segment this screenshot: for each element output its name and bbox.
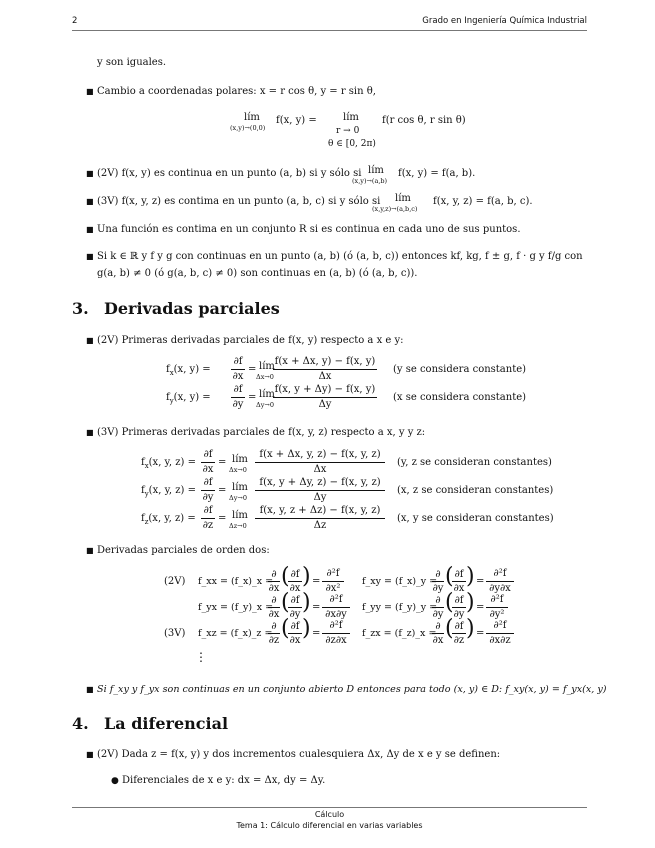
r1a-outer-line [268, 581, 280, 582]
bullet-icon: ■ [86, 169, 94, 178]
r1a-res-d: ∂x² [325, 583, 341, 594]
r3b-paren-l: ( [445, 616, 454, 641]
page-number: 2 [72, 16, 78, 26]
document-page: 2 Grado en Ingeniería Química Industrial y son iguales. ■ Cambio a coordenadas polares: x = r cos θ, y = r sin θ, lím (x,y)→(0,0) f(x, y) = lím r → 0 θ ∈ [0, 2π) f(r cos θ, r sin θ) ■ (2V) f(x, y) es continua en un punto (a, b) si y sólo si lím (x,y)→(a,b) f(x, y) = f(a, b). ■ (3V) f(x, y, z) es contima en un punto (a, b, c) si y sólo si lím (x,y,z)→(a,b,c) f(x, y, z) = f(a, b, c). ■ Una función es contima en un conjunto R si es continua en cada uno de sus puntos. ■ Si k ∈ ℝ y f y g con continuas en un punto (a, b) (ó (a, b, c)) entonces kf, kg, f ± g, f · g y f/g con g(a, b) ≠ 0 (ó g(a, b, c) ≠ 0) son continuas en (a, b) (ó (a, b, c)). 3. Derivadas parciales ■ (2V) Primeras derivadas parciales de f(x, y) respecto a x e y: $f_x(x$, y) = ∂f ∂x = lím Δx→0 f(x + Δx, y) − f(x, y) Δx (y se considera constante) $f_y(x$, y) = ∂f ∂y = lím Δy→0 f(x, y + Δy) − f(x, y) Δy (x se considera constante) ■ (3V) Primeras derivadas parciales de f(x, y, z) respecto a x, y y z: $f_x(x$, y, z) = ∂f ∂x = lím Δx→0 f(x + Δx, y, z) − f(x, y, z) Δx (y, z se consideran constantes) $f_y(x$, y, z) = ∂f ∂y = lím Δy→0 f(x, y + Δy, z) − f(x, y, z) Δy (x, z se consideran constantes) $f_z(x$, y, z) = ∂f ∂z = lím Δz→0 f(x, y, z + Δz) − f(x, y, z) Δz (x, y se consideran constantes) ■ Derivadas parciales de orden dos: (2V) (3V) f_xx = (f_x)_x = ∂ ∂x ( ∂f ∂x ) = ∂²f ∂x² f_xy = (f_x)_y = ∂ ∂y ( ∂f ∂x ) = ∂²f ∂y∂x f_yx = (f_y)_x = ∂ ∂x ( ∂f ∂y ) = ∂²f ∂x∂y f_yy = (f_y)_y = ∂ ∂y ( ∂f ∂y ) = ∂²f ∂y² f_xz = (f_x)_z = ∂ ∂z ( ∂f ∂x ) = ∂²f ∂z∂x f_zx = (f_z)_x = ∂ ∂x ( ∂f ∂z ) = ∂²f ∂x∂z ⋮ ■ Si f_xy y f_yx son continuas en un conjunto abierto D entonces para todo (x, y) ∈ D: f_xy(x, y) = f_yx(x, y) 4. La diferencial ■ (2V) Dada z = f(x, y) y dos incrementos cualesquiera Δx, Δy de x e y se definen: ● Diferenciales de x e y: dx = Δx, dy = Δy. Cálculo Tema 1: Cálculo diferencial en varias variables [72, 16, 607, 830]
r3b-in-d: ∂z [453, 635, 465, 646]
page-header [72, 16, 587, 30]
r2a-res-n: ∂²f [329, 594, 343, 605]
polar-lim-op: lím [244, 112, 260, 123]
r2a-eq: = [312, 602, 321, 613]
polar-rhs-fn: f(r cos θ, r sin θ) [382, 115, 466, 126]
gz-lim-op: lím [232, 510, 248, 521]
r1b-lhs: f_xy = (f_x)_y = [362, 576, 438, 587]
r1b-in-n: ∂f [454, 569, 464, 580]
r1a-lhs: f_xx = (f_x)_x = [198, 576, 274, 587]
r3a-res-n: ∂²f [329, 620, 343, 631]
r3b-outer: ∂x [432, 635, 444, 646]
fx-lhs-args: (x, y) = [173, 364, 211, 375]
r2b-lhs: f_yy = (f_y)_y = [362, 602, 438, 613]
gx-lim-op: lím [232, 454, 248, 465]
header-rule [72, 30, 587, 31]
r2a-in-line [288, 607, 302, 608]
gy-num: f(x, y + Δy, z) − f(x, y, z) [259, 477, 381, 488]
r3a-paren-l: ( [281, 616, 290, 641]
r1b-res-line [486, 581, 514, 582]
gz-note: (x, y se consideran constantes) [397, 513, 554, 524]
r1b-paren-r: ) [466, 564, 475, 589]
r2a-outer: ∂x [268, 609, 280, 620]
fx-pfrac-line [231, 369, 245, 370]
gy-note: (x, z se consideran constantes) [397, 485, 554, 496]
r3a-in-d: ∂x [289, 635, 301, 646]
fx-note: (y se considera constante) [393, 364, 527, 375]
fx-pn: ∂f [233, 356, 243, 367]
r1a-eq: = [312, 576, 321, 587]
r1a-in-line [288, 581, 302, 582]
gz-pd: ∂z [202, 520, 214, 531]
r2a-d: ∂ [271, 595, 277, 606]
gz-den: Δz [313, 520, 327, 531]
r3b-outer-line [432, 633, 444, 634]
section-3-heading [72, 300, 280, 318]
footer-course: Cálculo [314, 810, 345, 819]
cont2-lim-op: lím [368, 165, 384, 176]
r2b-in-d: ∂y [453, 609, 465, 620]
fx-lim-op: lím [259, 361, 275, 372]
gy-lim-op: lím [232, 482, 248, 493]
r3a-outer-line [268, 633, 280, 634]
section-4-number: 4. [72, 714, 89, 733]
conj-text: Una función es contima en un conjunto R si es continua en cada uno de sus puntos. [97, 224, 521, 235]
gx-frac-line [255, 462, 385, 463]
fy-lhs: f [166, 392, 170, 403]
r2a-paren-l: ( [281, 590, 290, 615]
gx-lim-sub: Δx→0 [229, 466, 247, 474]
r2b-eq: = [476, 602, 485, 613]
suma-line1: Si k ∈ ℝ y f y g con continuas en un punto (a, b) (ó (a, b, c)) entonces kf, kg, f ± g, f · g y f/g con [97, 251, 583, 262]
fx-pd: ∂x [232, 371, 244, 382]
polar-lhs: f(x, y) = [276, 115, 317, 126]
bullet-icon: ■ [86, 428, 94, 437]
r3b-res-line [486, 633, 514, 634]
r3a-lhs: f_xz = (f_x)_z = [198, 628, 273, 639]
fy-lim-sub: Δy→0 [256, 401, 274, 409]
fx-lhs: f [166, 364, 170, 375]
r2a-in-d: ∂y [289, 609, 301, 620]
bullet-icon: ■ [86, 546, 94, 555]
cont3-rhs: f(x, y, z) = f(a, b, c). [433, 196, 533, 207]
r1a-res-line [322, 581, 344, 582]
cont3-text: (3V) f(x, y, z) es contima en un punto (a, b, c) si y sólo si [97, 196, 381, 207]
gz-frac-line [255, 518, 385, 519]
fy-note: (x se considera constante) [393, 392, 527, 403]
s4-b1-text: (2V) Dada z = f(x, y) y dos incrementos cualesquiera Δx, Δy de x e y se definen: [97, 749, 501, 760]
gx-lhs: f [141, 457, 145, 468]
gx-note: (y, z se consideran constantes) [397, 457, 552, 468]
r1a-outer: ∂x [268, 583, 280, 594]
r1b-paren-l: ( [445, 564, 454, 589]
r1a-d: ∂ [271, 569, 277, 580]
s3-b3-text: Derivadas parciales de orden dos: [97, 545, 270, 556]
r2a-outer-line [268, 607, 280, 608]
r2b-outer: ∂y [432, 609, 444, 620]
gy-lim-sub: Δy→0 [229, 494, 247, 502]
gx-num: f(x + Δx, y, z) − f(x, y, z) [259, 449, 381, 460]
r2b-in-n: ∂f [454, 595, 464, 606]
bullet-icon: ■ [86, 252, 94, 261]
r1b-in-d: ∂x [453, 583, 465, 594]
r1b-d: ∂ [435, 569, 441, 580]
gy-lhs-sub: y [144, 490, 149, 498]
intro-line: y son iguales. [97, 57, 167, 68]
cont2-rhs: f(x, y) = f(a, b). [398, 168, 476, 179]
sub-bullet-icon: ● [111, 776, 119, 786]
gx-lhs-args: (x, y, z) = [148, 457, 196, 468]
r3b-d: ∂ [435, 621, 441, 632]
r2b-paren-l: ( [445, 590, 454, 615]
gy-den: Δy [313, 492, 327, 503]
fy-den: Δy [318, 399, 332, 410]
section-4-heading [72, 715, 228, 733]
polar-rhs-sub2: θ ∈ [0, 2π) [328, 139, 376, 149]
r1a-paren-l: ( [281, 564, 290, 589]
bullet-icon: ■ [86, 87, 94, 96]
bullet-icon: ■ [86, 336, 94, 345]
gz-lim-sub: Δz→0 [229, 522, 247, 530]
fx-lhs-sub: x [169, 369, 174, 377]
r3b-res-n: ∂²f [493, 620, 507, 631]
footer-rule [72, 807, 587, 808]
fx-frac-line [273, 369, 377, 370]
fy-pd: ∂y [232, 399, 244, 410]
r2b-res-line [486, 607, 508, 608]
fy-lim-op: lím [259, 389, 275, 400]
gy-frac-line [255, 490, 385, 491]
gz-lhs: f [141, 513, 145, 524]
r2a-res-line [322, 607, 350, 608]
fy-pn: ∂f [233, 384, 243, 395]
gx-den: Δx [313, 464, 327, 475]
r1a-res-n: ∂²f [326, 568, 340, 579]
r2b-res-d: ∂y² [489, 609, 505, 620]
gx-lhs-sub: x [144, 462, 149, 470]
fx-den: Δx [318, 371, 332, 382]
r3a-res-d: ∂z∂x [325, 635, 347, 646]
running-title: Grado en Ingeniería Química Industrial [422, 16, 587, 26]
gz-lhs-args: (x, y, z) = [148, 513, 196, 524]
r1b-in-line [452, 581, 466, 582]
gz-lhs-sub: z [144, 518, 149, 526]
r1b-res-n: ∂²f [493, 568, 507, 579]
r2b-res-n: ∂²f [490, 594, 504, 605]
bullet-icon: ■ [86, 750, 94, 759]
r3b-lhs: f_zx = (f_z)_x = [362, 628, 437, 639]
r2a-lhs: f_yx = (f_y)_x = [198, 602, 274, 613]
r1b-outer: ∂y [432, 583, 444, 594]
gz-pfrac-line [201, 518, 215, 519]
r1a-in-d: ∂x [289, 583, 301, 594]
r1b-eq: = [476, 576, 485, 587]
r3a-paren-r: ) [302, 616, 311, 641]
r3a-d: ∂ [271, 621, 277, 632]
suma-line2: g(a, b) ≠ 0 (ó g(a, b, c) ≠ 0) son continuas en (a, b) (ó (a, b, c)). [97, 268, 418, 279]
gy-lhs-args: (x, y, z) = [148, 485, 196, 496]
gz-pn: ∂f [203, 505, 213, 516]
r3a-res-line [322, 633, 350, 634]
cont2-text: (2V) f(x, y) es continua en un punto (a, b) si y sólo si [97, 168, 362, 179]
r2b-outer-line [432, 607, 444, 608]
s3-b2-text: (3V) Primeras derivadas parciales de f(x, y, z) respecto a x, y y z: [97, 427, 426, 438]
fy-lhs-sub: y [169, 397, 174, 405]
cont3-lim-sub: (x,y,z)→(a,b,c) [372, 205, 418, 213]
r1a-in-n: ∂f [290, 569, 300, 580]
tag-3v: (3V) [164, 628, 186, 639]
gx-pn: ∂f [203, 449, 213, 460]
fy-frac-line [273, 397, 377, 398]
polar-text: Cambio a coordenadas polares: x = r cos θ, y = r sin θ, [97, 86, 376, 97]
section-4-title: La diferencial [104, 714, 229, 733]
gy-pd: ∂y [202, 492, 214, 503]
bullet-icon: ■ [86, 225, 94, 234]
gy-pn: ∂f [203, 477, 213, 488]
r3b-in-n: ∂f [454, 621, 464, 632]
s3-b1-text: (2V) Primeras derivadas parciales de f(x, y) respecto a x e y: [97, 335, 404, 346]
r3a-eq: = [312, 628, 321, 639]
r2a-paren-r: ) [302, 590, 311, 615]
r3b-eq: = [476, 628, 485, 639]
r3a-in-n: ∂f [290, 621, 300, 632]
polar-rhs-sub1: r → 0 [336, 126, 360, 136]
bullet-icon: ■ [86, 685, 94, 694]
r3b-res-d: ∂x∂z [489, 635, 511, 646]
footer-topic: Tema 1: Cálculo diferencial en varias variables [236, 821, 423, 830]
section-3-title: Derivadas parciales [104, 299, 280, 318]
cont3-lim-op: lím [395, 193, 411, 204]
r2a-in-n: ∂f [290, 595, 300, 606]
r1a-paren-r: ) [302, 564, 311, 589]
fx-lim-sub: Δx→0 [256, 373, 274, 381]
gx-pd: ∂x [202, 464, 214, 475]
fy-lhs-args: (x, y) = [173, 392, 211, 403]
s4-sub1-text: Diferenciales de x e y: dx = Δx, dy = Δy. [122, 775, 326, 786]
r2b-paren-r: ) [466, 590, 475, 615]
r3b-in-line [452, 633, 466, 634]
schwarz-theorem: Si f_xy y f_yx son continuas en un conjunto abierto D entonces para todo (x, y) ∈ D: f_xy(x, y) = f_yx(x, y) [97, 684, 607, 695]
r2b-in-line [452, 607, 466, 608]
r3a-outer: ∂z [268, 635, 280, 646]
gz-num: f(x, y, z + Δz) − f(x, y, z) [259, 505, 381, 516]
fy-num: f(x, y + Δy) − f(x, y) [274, 384, 376, 395]
bullet-icon: ■ [86, 197, 94, 206]
r1b-outer-line [432, 581, 444, 582]
polar-lim-sub: (x,y)→(0,0) [230, 124, 266, 132]
tag-2v: (2V) [164, 576, 186, 587]
r2b-d: ∂ [435, 595, 441, 606]
gx-pfrac-line [201, 462, 215, 463]
fy-pfrac-line [231, 397, 245, 398]
gy-pfrac-line [201, 490, 215, 491]
r3a-in-line [288, 633, 302, 634]
r2a-res-d: ∂x∂y [325, 609, 347, 620]
fx-num: f(x + Δx, y) − f(x, y) [274, 356, 376, 367]
r1b-res-d: ∂y∂x [489, 583, 511, 594]
polar-rhs-op: lím [343, 112, 359, 123]
gy-lhs: f [141, 485, 145, 496]
r3b-paren-r: ) [466, 616, 475, 641]
cont2-lim-sub: (x,y)→(a,b) [352, 177, 388, 185]
vertical-dots: ⋮ [195, 650, 207, 664]
section-3-number: 3. [72, 299, 89, 318]
